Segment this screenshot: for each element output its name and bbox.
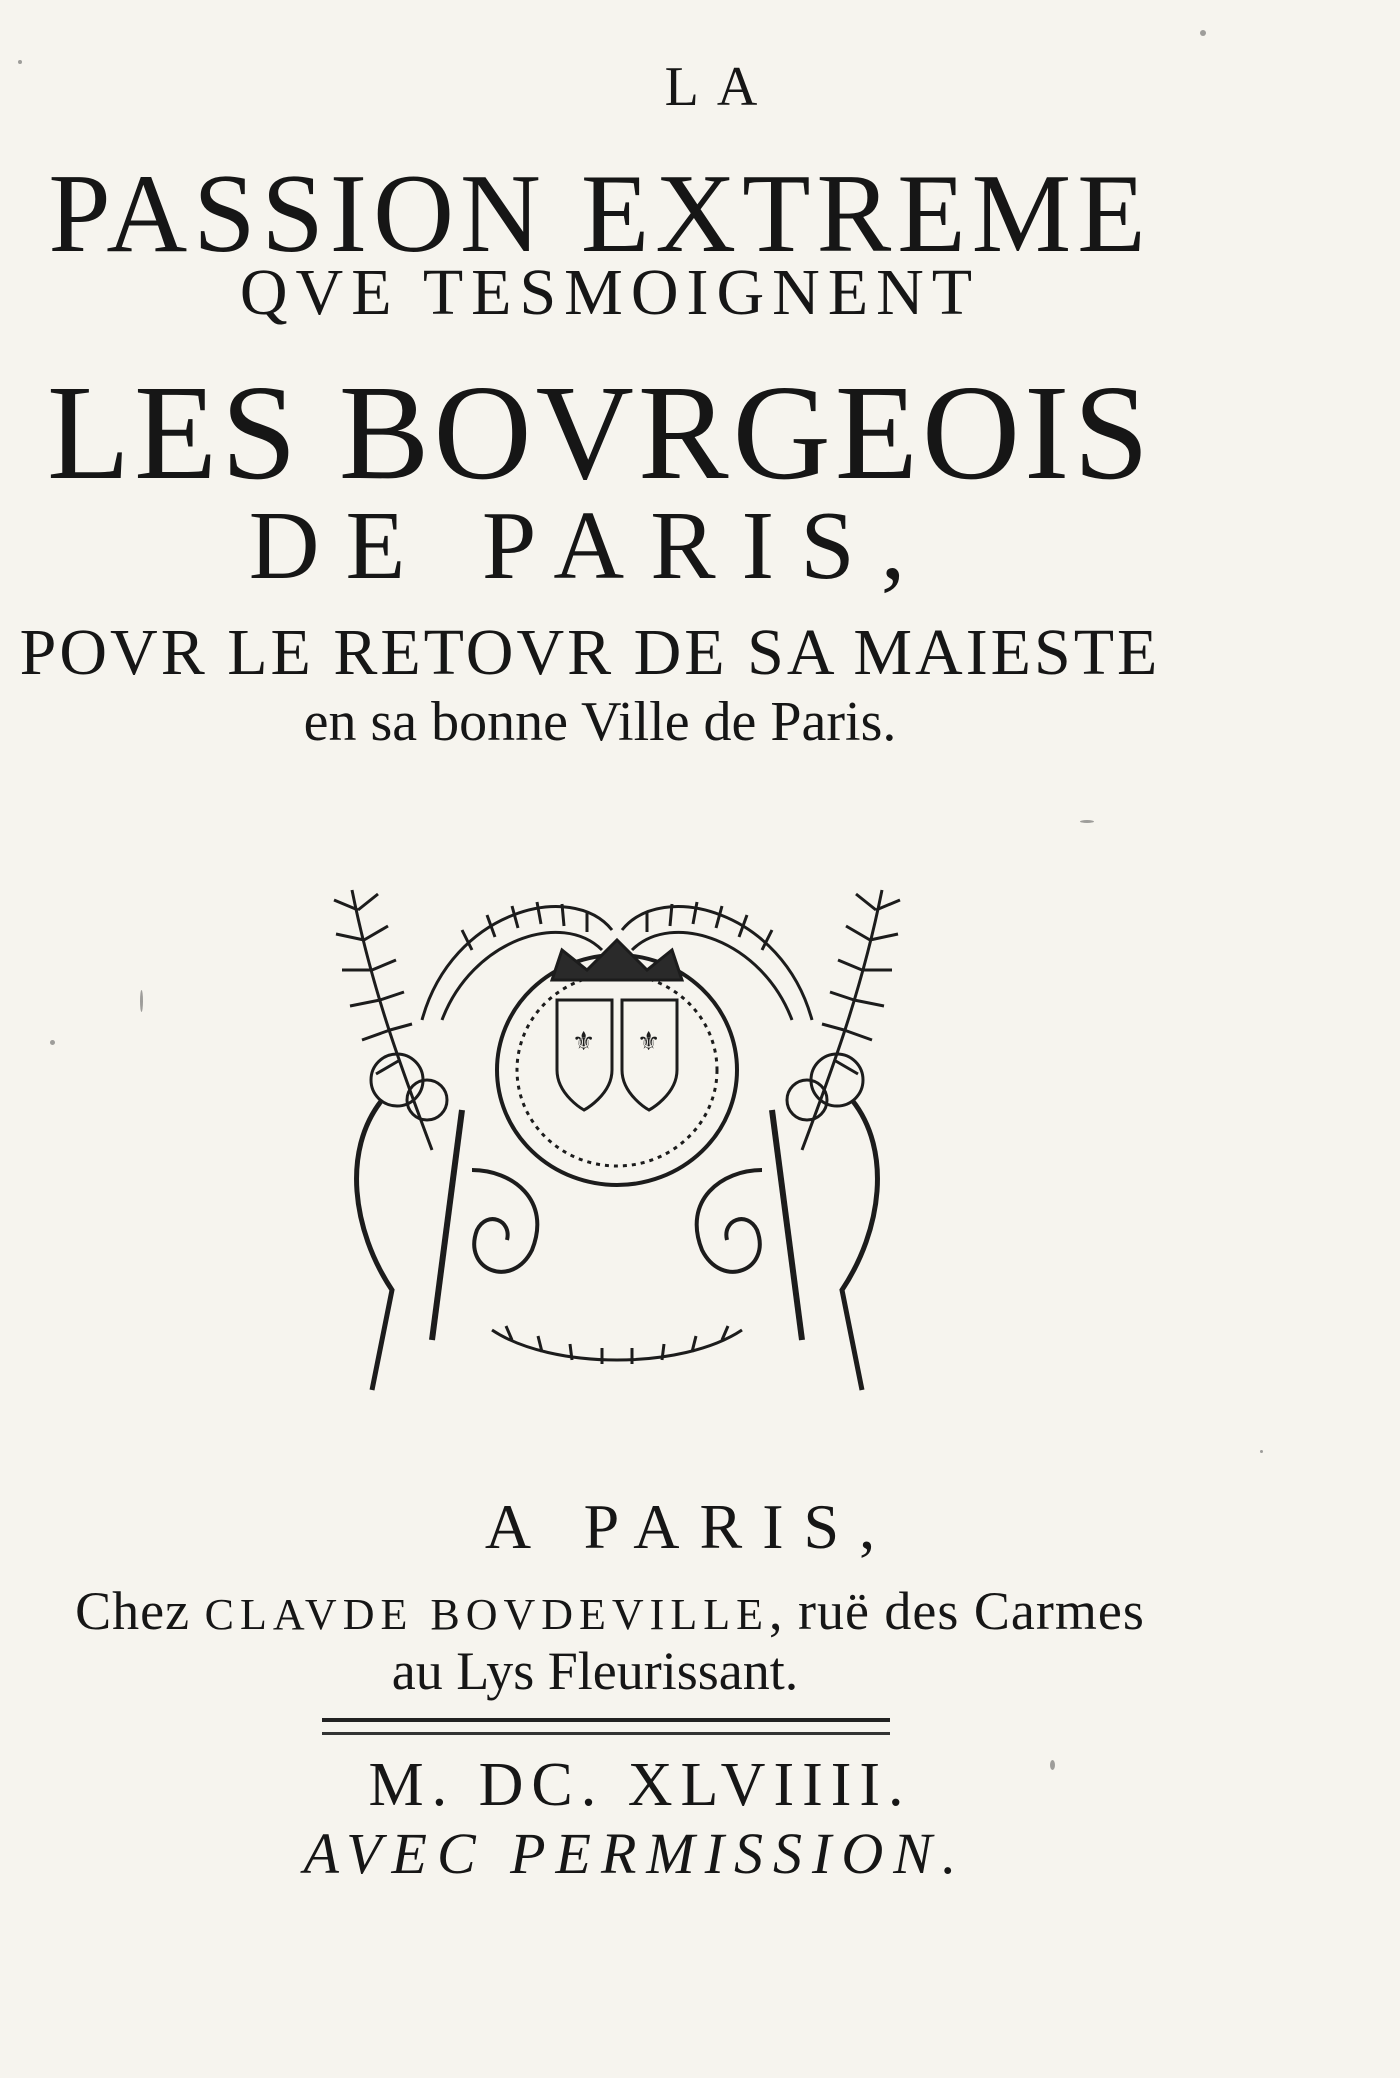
imprint-chez: Chez	[75, 1581, 191, 1641]
imprint-date: M. DC. XLVIIII.	[368, 1751, 912, 1819]
title-line-pour-le-retour: POVR LE RETOVR DE SA MAIESTE	[19, 616, 1161, 689]
title-line-de-paris: DE PARIS,	[248, 492, 932, 600]
paper-speck	[140, 990, 143, 1012]
svg-text:⚜: ⚜	[572, 1027, 596, 1056]
royal-arms-woodcut-icon	[312, 870, 922, 1430]
title-line-les-bourgeois: LES BOVRGEOIS	[46, 358, 1154, 508]
imprint-printer-line	[0, 1580, 1310, 1642]
title-line-la: LA	[664, 56, 776, 118]
paper-speck	[18, 60, 22, 64]
paper-speck	[1200, 30, 1206, 36]
title-line-que-tesmoignent: QVE TESMOIGNENT	[239, 256, 981, 329]
paper-speck	[1260, 1450, 1263, 1453]
imprint-street: , ruë des Carmes	[768, 1581, 1145, 1641]
imprint-permission: AVEC PERMISSION.	[303, 1821, 967, 1886]
paper-speck	[1050, 1760, 1055, 1770]
imprint-shop-sign: au Lys Fleurissant.	[391, 1641, 799, 1701]
title-line-passion-extreme: PASSION EXTREME	[48, 152, 1152, 276]
svg-text:⚜: ⚜	[637, 1027, 661, 1056]
paper-speck	[1080, 820, 1094, 823]
imprint-printer-name: CLAVDE BOVDEVILLE	[204, 1590, 769, 1639]
double-rule-divider	[322, 1718, 890, 1735]
imprint-place: A PARIS,	[484, 1491, 896, 1562]
paper-speck	[50, 1040, 55, 1045]
title-line-en-sa-bonne-ville: en sa bonne Ville de Paris.	[303, 691, 897, 753]
